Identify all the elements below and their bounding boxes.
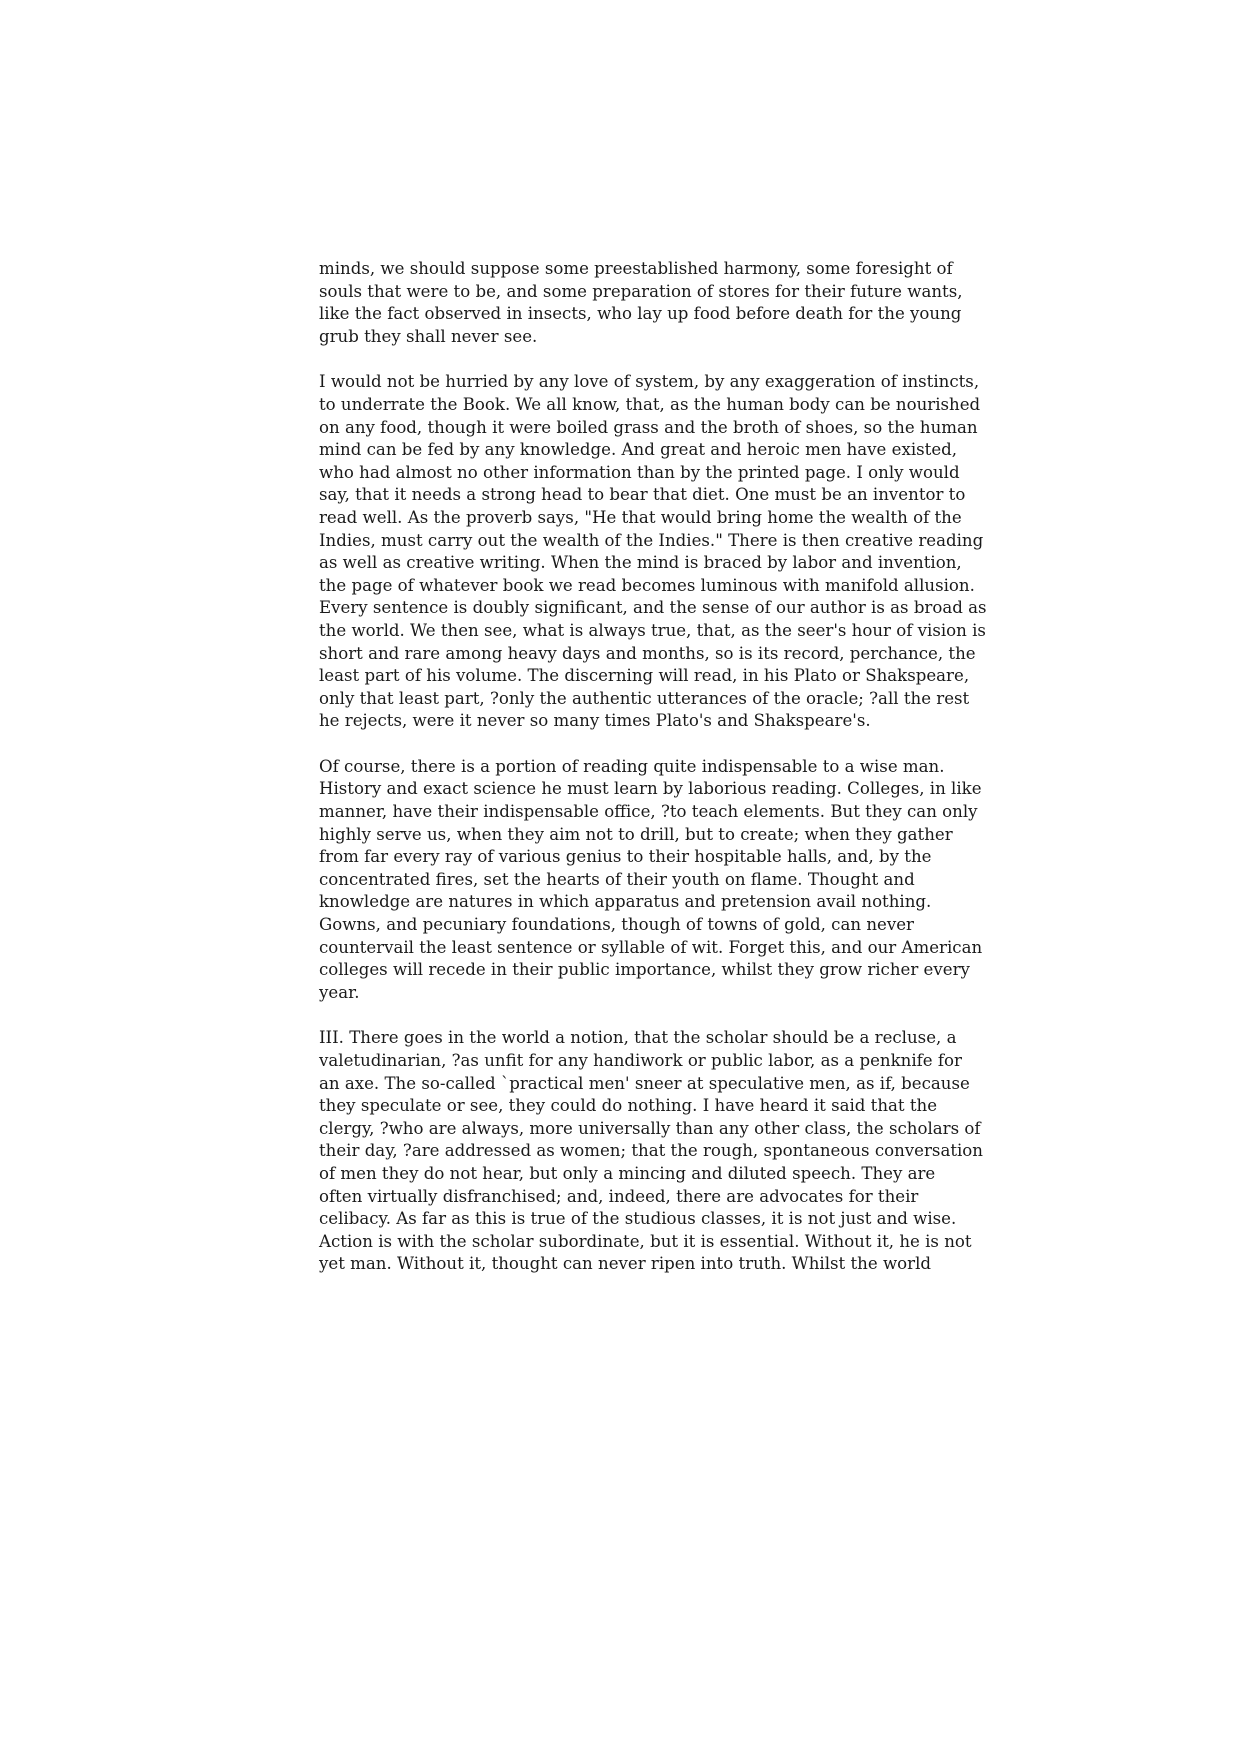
text-line: the world. We then see, what is always true, that, as the seer's hour of vision is [319,620,986,640]
text-line: manner, have their indispensable office, ?to teach elements. But they can only [319,802,978,822]
text-line: Of course, there is a portion of reading quite indispensable to a wise man. [319,756,945,776]
text-line: mind can be fed by any knowledge. And great and heroic men have existed, [319,440,958,460]
text-line: say, that it needs a strong head to bear that diet. One must be an inventor to [319,485,966,505]
text-line: their day, ?are addressed as women; that the rough, spontaneous conversation [319,1141,983,1161]
text-line: Action is with the scholar subordinate, but it is essential. Without it, he is not [319,1231,972,1251]
text-line: colleges will recede in their public importance, whilst they grow richer every [319,960,970,980]
text-line: I would not be hurried by any love of system, by any exaggeration of instincts, [319,372,980,392]
text-line: Gowns, and pecuniary foundations, though of towns of gold, can never [319,915,914,935]
text-line: grub they shall never see. [319,326,538,346]
text-line: concentrated fires, set the hearts of their youth on flame. Thought and [319,869,915,889]
text-line: only that least part, ?only the authentic utterances of the oracle; ?all the rest [319,688,970,708]
paragraph [319,1027,983,1276]
text-line: highly serve us, when they aim not to drill, but to create; when they gather [319,824,953,844]
text-line: who had almost no other information than by the printed page. I only would [319,462,960,482]
paragraph [319,258,963,348]
text-line: valetudinarian, ?as unfit for any handiwork or public labor, as a penknife for [319,1051,962,1070]
text-line: yet man. Without it, thought can never ripen into truth. Whilst the world [319,1254,931,1274]
paragraph [319,756,983,1005]
text-line: like the fact observed in insects, who lay up food before death for the young [319,304,962,324]
text-line: knowledge are natures in which apparatus and pretension avail nothing. [319,892,932,912]
text-line: short and rare among heavy days and months, so is its record, perchance, the [319,643,976,663]
text-line: of men they do not hear, but only a mincing and diluted speech. They are [319,1163,936,1183]
text-line: an axe. The so-called `practical men' sneer at speculative men, as if, because [319,1073,970,1093]
text-line: often virtually disfranchised; and, indeed, there are advocates for their [319,1186,919,1206]
text-line: minds, we should suppose some preestablished harmony, some foresight of [319,259,953,278]
text-line: countervail the least sentence or syllable of wit. Forget this, and our American [319,937,983,957]
text-line: Indies, must carry out the wealth of the Indies." There is then creative reading [319,530,984,550]
text-line: year. [319,982,360,1002]
text-line: read well. As the proverb says, "He that would bring home the wealth of the [319,507,962,527]
text-line: clergy, ?who are always, more universally than any other class, the scholars of [319,1118,981,1138]
text-line: celibacy. As far as this is true of the studious classes, it is not just and wise. [319,1209,957,1229]
text-line: as well as creative writing. When the mind is braced by labor and invention, [319,553,962,573]
text-line: from far every ray of various genius to their hospitable halls, and, by the [319,847,932,867]
body-text [319,258,987,1299]
text-line: III. There goes in the world a notion, that the scholar should be a recluse, a [319,1028,957,1048]
text-line: least part of his volume. The discerning will read, in his Plato or Shakspeare, [319,666,970,686]
text-line: to underrate the Book. We all know, that, as the human body can be nourished [319,394,981,414]
text-line: on any food, though it were boiled grass and the broth of shoes, so the human [319,417,978,437]
text-line: they speculate or see, they could do nothing. I have heard it said that the [319,1096,938,1116]
text-line: History and exact science he must learn by laborious reading. Colleges, in like [319,779,982,799]
text-line: souls that were to be, and some preparation of stores for their future wants, [319,281,963,301]
text-line: Every sentence is doubly significant, and the sense of our author is as broad as [319,598,987,618]
text-line: the page of whatever book we read becomes luminous with manifold allusion. [319,575,975,595]
paragraph [319,371,987,733]
text-line: he rejects, were it never so many times Plato's and Shakspeare's. [319,711,871,731]
